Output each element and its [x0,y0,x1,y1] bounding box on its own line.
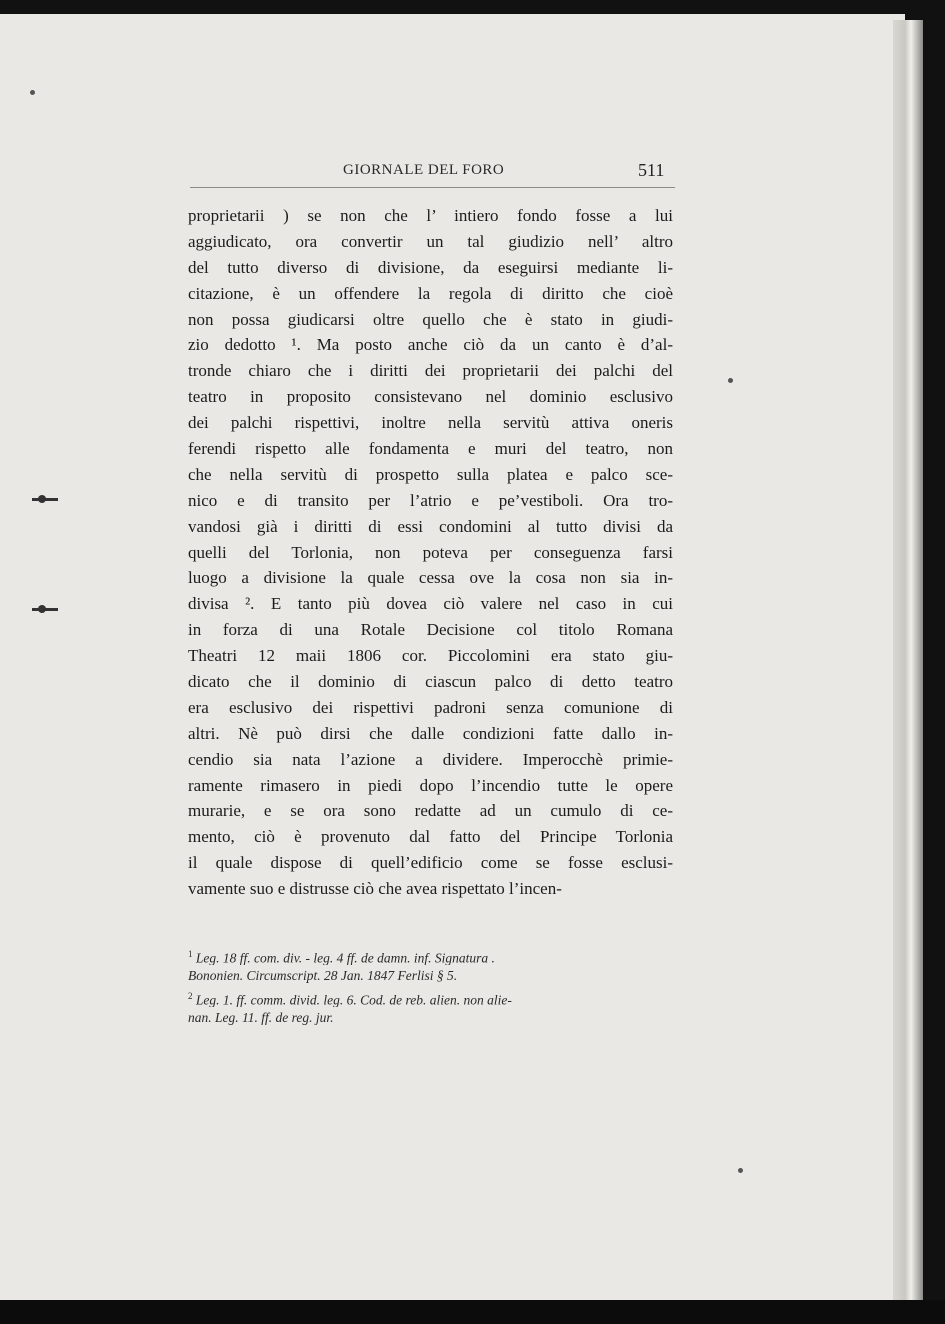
text-line: altri. Nè può dirsi che dalle condizioni fatte dallo in- [188,723,673,743]
text-line: citazione, è un offendere la regola di diritto che cioè [188,283,673,303]
text-line: dicato che il dominio di ciascun palco di detto teatro [188,672,673,692]
footnote-2-cont [188,1007,678,1028]
text-line: proprietarii ) se non che l’ intiero fondo fosse a lui [188,206,673,225]
footnote-mark: 1 [188,949,193,959]
text-line: cendio sia nata l’azione a dividere. Imperocchè primie- [188,749,673,769]
margin-marker-icon [32,498,58,501]
header-rule [190,187,675,188]
scan-border [0,1300,945,1324]
text-line: teatro in proposito consistevano nel dominio esclusivo [188,387,673,407]
text-line: vandosi già i diritti di essi condomini al tutto divisi da [188,516,673,536]
speck [728,378,733,383]
body-text [188,203,673,902]
text-line: divisa ². E tanto più dovea ciò valere nel caso in cui [188,594,673,614]
text-line: in forza di una Rotale Decisione col titolo Romana [188,620,673,640]
footnote-text: Leg. 1. ff. comm. divid. leg. 6. Cod. de reb. alien. non alie- [195,992,512,1007]
margin-marker-icon [32,608,58,611]
text-line: vamente suo e distrusse ciò che avea rispettato l’incen- [188,879,562,899]
footnote-text: Bononien. Circumscript. 28 Jan. 1847 Ferlisi § 5. [188,968,458,983]
text-line: ramente rimasero in piedi dopo l’incendio tutte le opere [188,775,673,795]
text-line: nico e di transito per l’atrio e pe’vestiboli. Ora tro- [188,490,673,510]
text-line: del tutto diverso di divisione, da eseguirsi mediante li- [188,257,673,277]
text-line: non possa giudicarsi oltre quello che è stato in giudi- [188,309,673,329]
text-line: il quale dispose di quell’edificio come se fosse esclusi- [188,853,673,873]
text-line: dei palchi rispettivi, inoltre nella servitù attiva oneris [188,413,673,433]
speck [738,1168,743,1173]
text-line: aggiudicato, ora convertir un tal giudizio nell’ altro [188,231,673,251]
text-line: ferendi rispetto alle fondamenta e muri del teatro, non [188,439,673,459]
footnotes [188,944,678,1028]
footnote-1 [188,944,678,965]
text-line: tronde chiaro che i diritti dei proprietarii dei palchi del [188,361,673,381]
text-line: quelli del Torlonia, non poteva per conseguenza farsi [188,542,673,562]
page-edge [893,20,923,1304]
speck [30,90,35,95]
text-line: che nella servitù di prospetto sulla platea e palco sce- [188,464,673,484]
text-line: Theatri 12 maii 1806 cor. Piccolomini era stato giu- [188,646,673,666]
footnote-text: Leg. 18 ff. com. div. - leg. 4 ff. de damn. inf. Signatura . [195,950,495,965]
running-head: GIORNALE DEL FORO [343,162,505,178]
text-line: zio dedotto ¹. Ma posto anche ciò da un canto è d’al- [188,335,673,355]
text-line: luogo a divisione la quale cessa ove la cosa non sia in- [188,568,673,588]
text-line: murarie, e se ora sono redatte ad un cumulo di ce- [188,801,673,821]
footnote-text: nan. Leg. 11. ff. de reg. jur. [188,1010,334,1025]
footnote-mark: 2 [188,991,193,1001]
footnote-2 [188,986,678,1007]
text-line: era esclusivo dei rispettivi padroni senza comunione di [188,697,673,717]
text-line: mento, ciò è provenuto dal fatto del Principe Torlonia [188,827,673,847]
page-number: 511 [638,160,665,180]
footnote-1-cont [188,965,678,986]
